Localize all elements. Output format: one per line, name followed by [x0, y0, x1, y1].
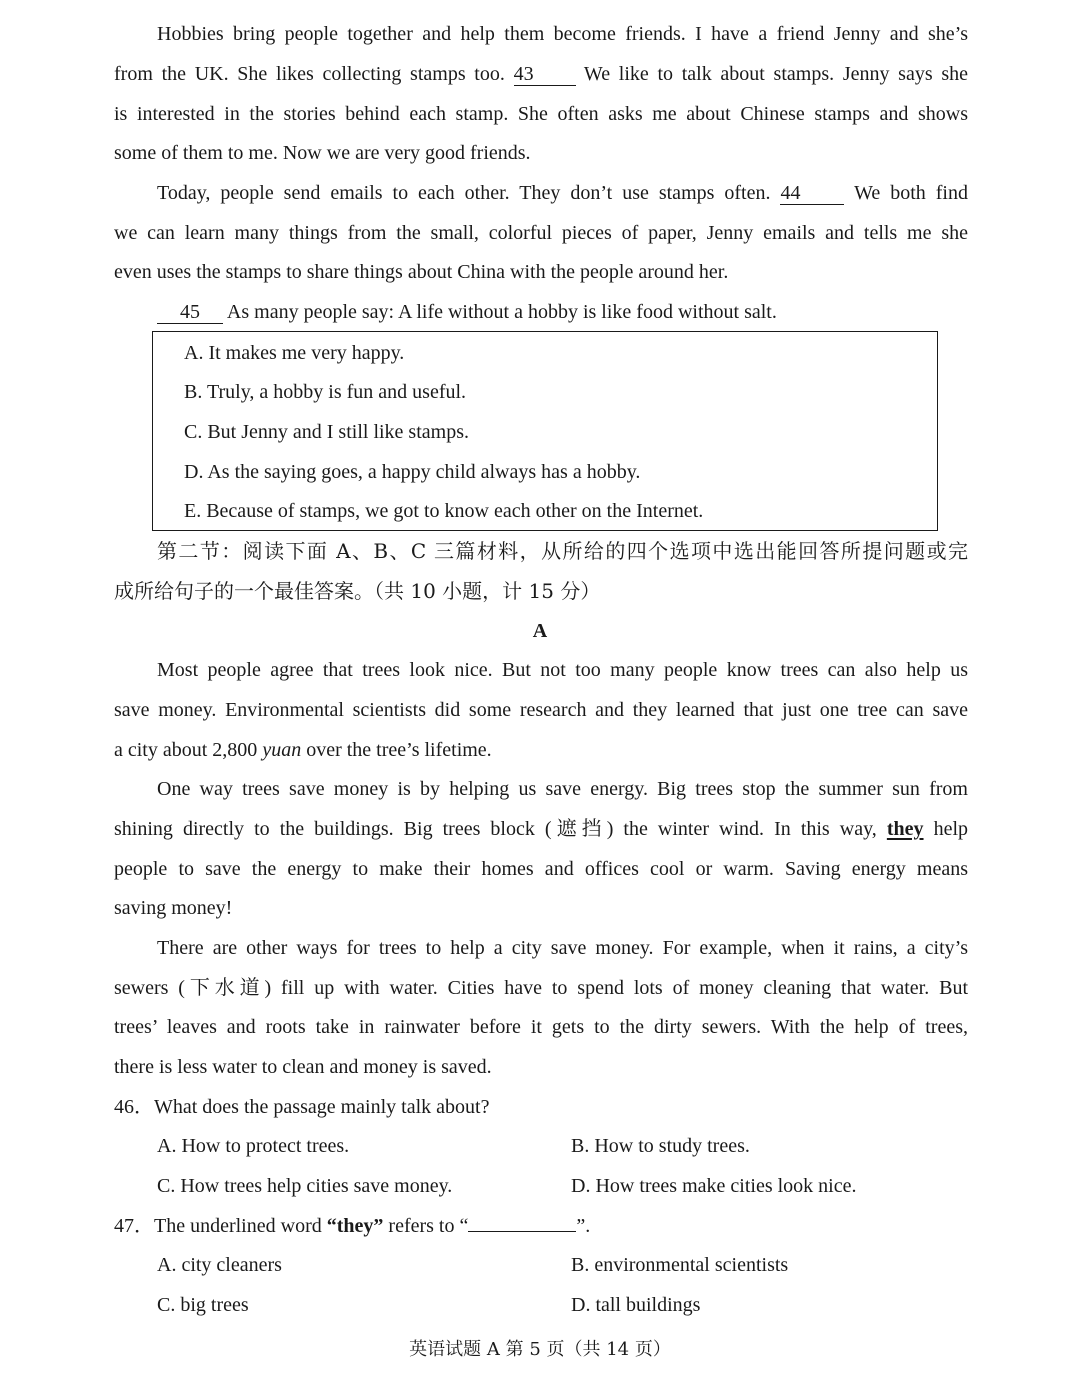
question-47-stem: 47．The underlined word “they” refers to “ ”. [114, 1215, 591, 1237]
passage-line: is interested in the stories behind each stamp. She often asks me about Chinese stamps and shows [114, 103, 968, 125]
passage-line: some of them to me. Now we are very good friends. [114, 142, 531, 164]
passage-line: 45 As many people say: A life without a hobby is like food without salt. [157, 297, 968, 327]
question-46-stem: 46．What does the passage mainly talk about? [114, 1096, 490, 1118]
passage-line: trees’ leaves and roots take in rainwater before it gets to the dirty sewers. With the help of trees, [114, 1016, 968, 1038]
underlined-word: they [886, 818, 924, 840]
passage-line: there is less water to clean and money is saved. [114, 1056, 492, 1078]
passage-line: sewers (下水道) fill up with water. Cities have to spend lots of money cleaning that water. But [114, 977, 968, 999]
passage-heading: A [532, 620, 548, 642]
section-instruction: 成所给句子的一个最佳答案。（共 10 小题，计 15 分） [114, 579, 601, 603]
passage-line: shining directly to the buildings. Big trees block (遮挡) the winter wind. In this way, they help [114, 818, 969, 840]
passage-line: saving money! [114, 897, 233, 919]
passage-line: Most people agree that trees look nice. But not too many people know trees can also help us [157, 659, 968, 681]
option-item: A. It makes me very happy. [184, 342, 405, 364]
option-item: D. As the saying goes, a happy child always has a hobby. [184, 461, 641, 483]
passage-line: a city about 2,800 yuan over the tree’s lifetime. [114, 739, 492, 761]
q47-option-d[interactable]: D. tall buildings [571, 1294, 701, 1316]
passage-line: There are other ways for trees to help a city save money. For example, when it rains, a city’s [157, 937, 968, 959]
passage-line: even uses the stamps to share things about China with the people around her. [114, 261, 729, 283]
option-item: E. Because of stamps, we got to know each other on the Internet. [184, 500, 704, 522]
passage-line: we can learn many things from the small, colorful pieces of paper, Jenny emails and tells me she [114, 222, 968, 244]
italic-word: yuan [262, 739, 302, 761]
q46-option-a[interactable]: A. How to protect trees. [157, 1135, 350, 1157]
answer-blank-44: 44 [780, 182, 844, 205]
answer-blank-45: 45 [157, 301, 223, 324]
q46-option-c[interactable]: C. How trees help cities save money. [157, 1175, 453, 1197]
answer-blank-47 [468, 1231, 576, 1232]
q46-option-b[interactable]: B. How to study trees. [571, 1135, 750, 1157]
q47-option-b[interactable]: B. environmental scientists [571, 1254, 789, 1276]
passage-line: people to save the energy to make their homes and offices cool or warm. Saving energy means [114, 858, 968, 880]
passage-line: One way trees save money is by helping us save energy. Big trees stop the summer sun from [157, 778, 968, 800]
page-footer: 英语试题 A 第 5 页（共 14 页） [409, 1339, 671, 1360]
option-item: B. Truly, a hobby is fun and useful. [184, 381, 467, 403]
passage-line: save money. Environmental scientists did some research and they learned that just one tree can save [114, 699, 968, 721]
option-item: C. But Jenny and I still like stamps. [184, 421, 469, 443]
answer-blank-43: 43 [514, 63, 576, 86]
passage-line: from the UK. She likes collecting stamps too. 43 We like to talk about stamps. Jenny says she [114, 63, 968, 85]
section-instruction: 第二节：阅读下面 A、B、C 三篇材料，从所给的四个选项中选出能回答所提问题或完 [157, 539, 968, 563]
q47-option-a[interactable]: A. city cleaners [157, 1254, 282, 1276]
q47-option-c[interactable]: C. big trees [157, 1294, 249, 1316]
q46-option-d[interactable]: D. How trees make cities look nice. [571, 1175, 857, 1197]
passage-line: Today, people send emails to each other. They don’t use stamps often. 44 We both find [157, 182, 968, 204]
passage-line: Hobbies bring people together and help them become friends. I have a friend Jenny and she’s [157, 23, 968, 45]
